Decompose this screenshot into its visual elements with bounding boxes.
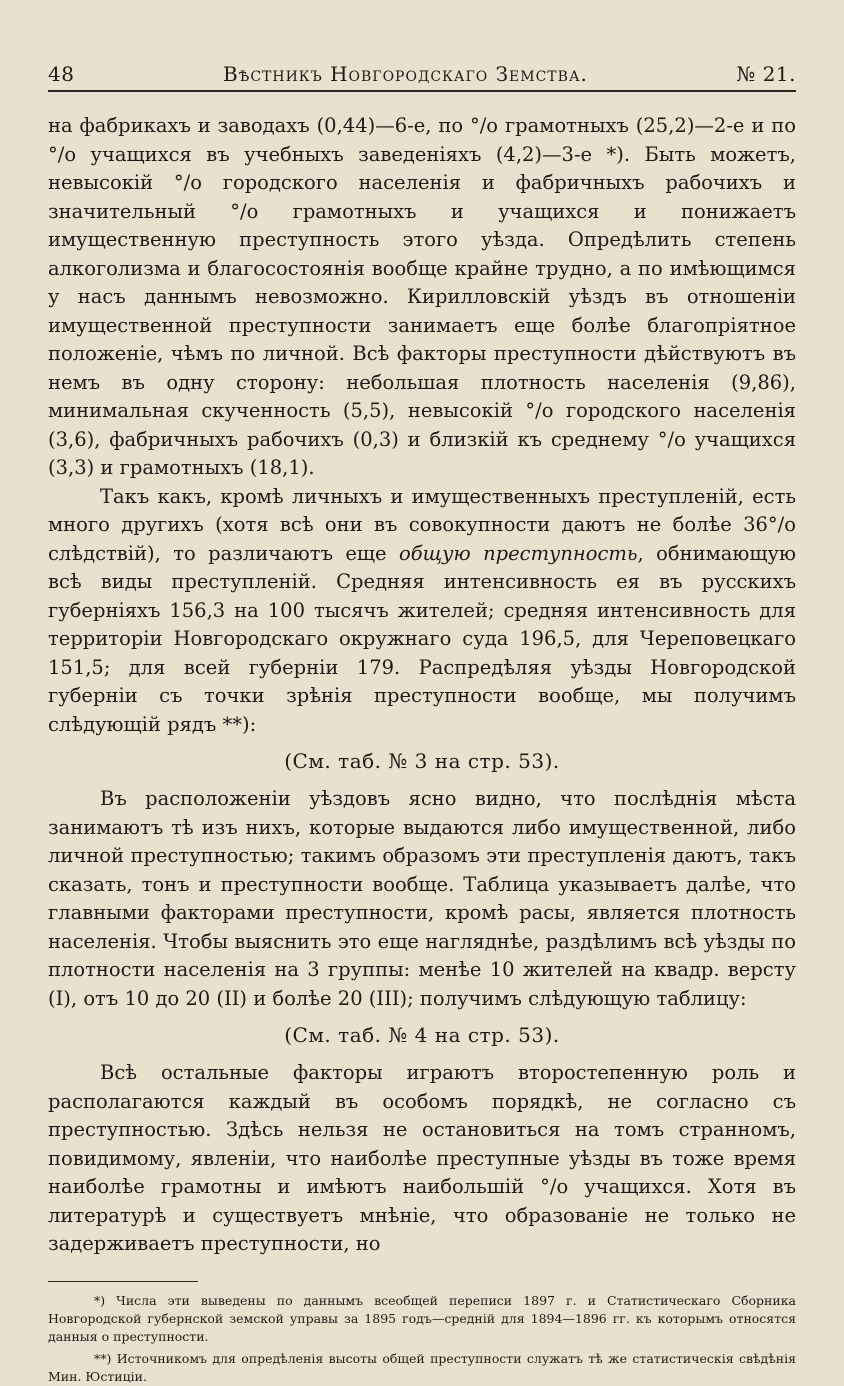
table-reference-3: (См. таб. № 3 на стр. 53). <box>284 749 560 773</box>
paragraph-1: на фабрикахъ и заводахъ (0,44)—6-е, по °/о грамотныхъ (25,2)—2-е и по °/о учащихся въ учебныхъ заведеніяхъ (4,2)—3-е *). Быть можетъ, невысокій °/о городского населенія и фабричныхъ рабочихъ и значительный °/о грамотныхъ и учащихся и понижаетъ имущественную преступность этого уѣзда. Опредѣлить степень алкоголизма и благосостоянія вообще крайне трудно, а по имѣющимся у насъ даннымъ невозможно. Кирилловскій уѣздъ въ отношеніи имущественной преступности занимаетъ еще болѣе благопріятное положеніе, чѣмъ по личной. Всѣ факторы преступности дѣйствуютъ въ немъ въ одну сторону: небольшая плотность населенія (9,86), минимальная скученность (5,5), невысокій °/о городского населенія (3,6), фабричныхъ рабочихъ (0,3) и близкій къ среднему °/о учащихся (3,3) и грамотныхъ (18,1). <box>48 114 796 479</box>
paragraph-2-text-b: , обнимающую всѣ виды преступленій. Средняя интенсивность ея въ русскихъ губерніяхъ 156,3 на 100 тысячъ жителей; средняя интенсивность для территоріи Новгородскаго окружнаго суда 196,5, для Череповецкаго 151,5; для всей губерніи 179. Распредѣляя уѣзды Новгородской губерніи съ точки зрѣнія преступности вообще, мы получимъ слѣдующій рядъ **): <box>48 541 796 736</box>
footnote-2: **) Источникомъ для опредѣленія высоты общей преступности служатъ тѣ же статистическія свѣдѣнія Мин. Юстиціи. <box>48 1350 796 1384</box>
page-number: 48 <box>48 62 75 86</box>
footnote-1: *) Числа эти выведены по даннымъ всеобщей переписи 1897 г. и Статистическаго Сборника Новгородской губернской земской управы за 1895 годъ—средній для 1894—1896 гг. къ которымъ относятся данныя о преступности. <box>48 1292 796 1344</box>
footnote-divider <box>48 1281 198 1282</box>
paragraph-2-text-a: Такъ какъ, кромѣ личныхъ и имущественныхъ преступленій, есть много другихъ (хотя всѣ они въ совокупности даютъ не болѣе 36°/о слѣдствій), то различаютъ еще <box>48 484 796 565</box>
page-body <box>48 112 796 1386</box>
running-header <box>48 62 796 92</box>
table-reference-4: (См. таб. № 4 на стр. 53). <box>284 1023 560 1047</box>
paragraph-2-emphasis: общую преступность <box>399 541 638 565</box>
journal-title: Вѣстникъ Новгородскаго Земства. <box>222 62 588 86</box>
page <box>48 62 796 1386</box>
paragraph-3: Въ расположеніи уѣздовъ ясно видно, что послѣднія мѣста занимаютъ тѣ изъ нихъ, которые выдаются либо имущественной, либо личной преступностью; такимъ образомъ эти преступленія даютъ, такъ сказать, тонъ и преступности вообще. Таблица указываетъ далѣе, что главными факторами преступности, кромѣ расы, является плотность населенія. Чтобы выяснить это еще нагляднѣе, раздѣлимъ всѣ уѣзды по плотности населенія на 3 группы: менѣе 10 жителей на квадр. версту (I), отъ 10 до 20 (II) и болѣе 20 (III); получимъ слѣдующую таблицу: <box>48 787 796 1010</box>
paragraph-4: Всѣ остальные факторы играютъ второстепенную роль и располагаются каждый въ особомъ порядкѣ, не согласно съ преступностью. Здѣсь нельзя не остановиться на томъ странномъ, повидимому, явленіи, что наиболѣе преступные уѣзды въ тоже время наиболѣе грамотны и имѣютъ наибольшій °/о учащихся. Хотя въ литературѣ и существуетъ мнѣніе, что образованіе не только не задерживаетъ преступности, но <box>48 1061 796 1255</box>
issue-number: № 21. <box>736 62 796 86</box>
paragraph-2 <box>48 483 796 740</box>
